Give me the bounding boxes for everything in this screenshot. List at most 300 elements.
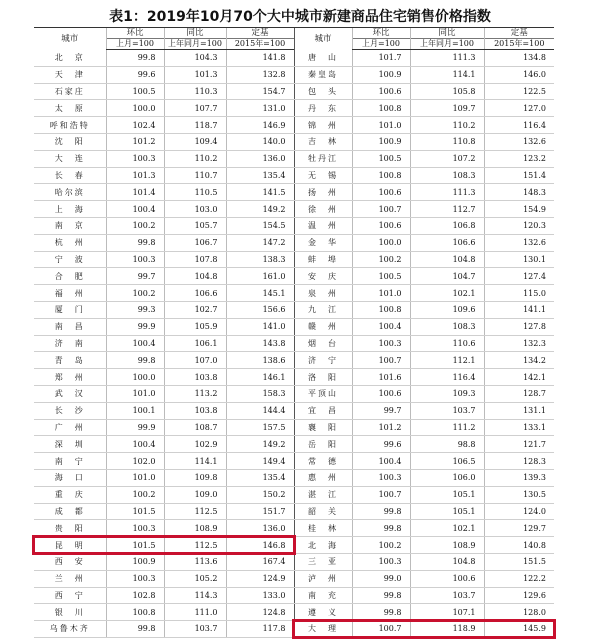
left-yoy-value: 111.0 (164, 604, 226, 621)
right-base-value: 142.1 (484, 369, 554, 386)
right-mom-value: 100.4 (352, 318, 410, 335)
left-city-name: 呼和浩特 (34, 117, 106, 134)
left-city-name: 合 肥 (34, 268, 106, 285)
right-base-value: 122.2 (484, 570, 554, 587)
left-base-value: 167.4 (226, 553, 294, 570)
right-yoy-value: 112.1 (410, 352, 484, 369)
left-base-value: 124.8 (226, 604, 294, 621)
right-yoy-value: 108.3 (410, 167, 484, 184)
right-base-value: 145.9 (484, 621, 554, 638)
left-yoy-value: 105.9 (164, 318, 226, 335)
left-city-name: 兰 州 (34, 570, 106, 587)
subheader-yoy-left: 上年同月=100 (164, 39, 226, 50)
right-yoy-value: 111.2 (410, 419, 484, 436)
left-mom-value: 100.1 (106, 402, 164, 419)
right-base-value: 134.2 (484, 352, 554, 369)
right-base-value: 133.1 (484, 419, 554, 436)
left-mom-value: 100.9 (106, 553, 164, 570)
left-mom-value: 99.8 (106, 234, 164, 251)
right-yoy-value: 109.7 (410, 100, 484, 117)
left-base-value: 156.6 (226, 301, 294, 318)
left-city-name: 西 宁 (34, 587, 106, 604)
right-base-value: 128.3 (484, 453, 554, 470)
left-base-value: 158.3 (226, 385, 294, 402)
table-row (34, 385, 554, 402)
left-city-name: 南 宁 (34, 453, 106, 470)
left-yoy-value: 110.3 (164, 83, 226, 100)
right-city-name: 泉 州 (294, 285, 352, 302)
left-yoy-value: 113.6 (164, 553, 226, 570)
table-row (34, 402, 554, 419)
left-yoy-value: 102.9 (164, 436, 226, 453)
left-base-value: 146.8 (226, 537, 294, 554)
right-base-value: 131.1 (484, 402, 554, 419)
right-base-value: 128.7 (484, 385, 554, 402)
left-mom-value: 101.5 (106, 537, 164, 554)
left-base-value: 124.9 (226, 570, 294, 587)
left-mom-value: 102.4 (106, 117, 164, 134)
right-mom-value: 99.7 (352, 402, 410, 419)
left-base-value: 154.7 (226, 83, 294, 100)
right-mom-value: 100.7 (352, 201, 410, 218)
table-row (34, 201, 554, 218)
right-city-name: 九 江 (294, 301, 352, 318)
left-mom-value: 100.5 (106, 83, 164, 100)
left-mom-value: 99.8 (106, 621, 164, 638)
right-yoy-value: 100.6 (410, 570, 484, 587)
right-city-name: 遵 义 (294, 604, 352, 621)
table-row (34, 419, 554, 436)
right-base-value: 120.3 (484, 217, 554, 234)
right-base-value: 115.0 (484, 285, 554, 302)
right-mom-value: 99.8 (352, 604, 410, 621)
right-base-value: 141.1 (484, 301, 554, 318)
right-base-value: 130.1 (484, 251, 554, 268)
right-city-name: 北 海 (294, 537, 352, 554)
left-mom-value: 99.9 (106, 419, 164, 436)
left-mom-value: 99.6 (106, 66, 164, 83)
header-yoy-left: 同比 (164, 28, 226, 39)
left-mom-value: 100.0 (106, 369, 164, 386)
right-city-name: 徐 州 (294, 201, 352, 218)
table-row (34, 217, 554, 234)
header-base-left: 定基 (226, 28, 294, 39)
right-mom-value: 101.0 (352, 117, 410, 134)
left-mom-value: 100.2 (106, 486, 164, 503)
left-yoy-value: 112.5 (164, 537, 226, 554)
right-mom-value: 100.2 (352, 537, 410, 554)
left-base-value: 133.0 (226, 587, 294, 604)
right-city-name: 常 德 (294, 453, 352, 470)
table-row (34, 604, 554, 621)
table-row (34, 352, 554, 369)
right-mom-value: 100.7 (352, 621, 410, 638)
left-city-name: 青 岛 (34, 352, 106, 369)
right-city-name: 包 头 (294, 83, 352, 100)
right-mom-value: 99.6 (352, 436, 410, 453)
right-yoy-value: 103.7 (410, 587, 484, 604)
right-base-value: 132.6 (484, 133, 554, 150)
left-yoy-value: 106.7 (164, 234, 226, 251)
right-base-value: 127.4 (484, 268, 554, 285)
table-row (34, 503, 554, 520)
right-base-value: 151.4 (484, 167, 554, 184)
left-city-name: 海 口 (34, 469, 106, 486)
left-base-value: 145.1 (226, 285, 294, 302)
table-row (34, 587, 554, 604)
table-row (34, 251, 554, 268)
left-yoy-value: 108.7 (164, 419, 226, 436)
left-base-value: 138.3 (226, 251, 294, 268)
right-yoy-value: 112.7 (410, 201, 484, 218)
left-base-value: 146.1 (226, 369, 294, 386)
left-yoy-value: 104.3 (164, 50, 226, 67)
left-mom-value: 101.5 (106, 503, 164, 520)
right-base-value: 151.5 (484, 553, 554, 570)
right-base-value: 124.0 (484, 503, 554, 520)
right-base-value: 129.6 (484, 587, 554, 604)
table-row (34, 117, 554, 134)
subheader-mom-right: 上月=100 (352, 39, 410, 50)
header-yoy-right: 同比 (410, 28, 484, 39)
left-base-value: 150.2 (226, 486, 294, 503)
left-mom-value: 102.8 (106, 587, 164, 604)
left-city-name: 天 津 (34, 66, 106, 83)
left-city-name: 深 圳 (34, 436, 106, 453)
right-yoy-value: 106.6 (410, 234, 484, 251)
left-city-name: 广 州 (34, 419, 106, 436)
left-yoy-value: 103.0 (164, 201, 226, 218)
right-base-value: 140.8 (484, 537, 554, 554)
right-city-name: 赣 州 (294, 318, 352, 335)
left-mom-value: 100.4 (106, 335, 164, 352)
left-city-name: 上 海 (34, 201, 106, 218)
table-row (34, 486, 554, 503)
right-city-name: 济 宁 (294, 352, 352, 369)
table-row (34, 268, 554, 285)
left-city-name: 杭 州 (34, 234, 106, 251)
header-base-right: 定基 (484, 28, 554, 39)
right-base-value: 139.3 (484, 469, 554, 486)
right-base-value: 129.7 (484, 520, 554, 537)
right-base-value: 148.3 (484, 184, 554, 201)
right-mom-value: 100.8 (352, 301, 410, 318)
header-city-left: 城市 (34, 28, 106, 50)
left-city-name: 长 春 (34, 167, 106, 184)
right-city-name: 平顶山 (294, 385, 352, 402)
right-yoy-value: 105.8 (410, 83, 484, 100)
subheader-mom-left: 上月=100 (106, 39, 164, 50)
left-base-value: 135.4 (226, 469, 294, 486)
table-row (34, 553, 554, 570)
table-row (34, 537, 554, 554)
right-city-name: 襄 阳 (294, 419, 352, 436)
table-row (34, 234, 554, 251)
right-city-name: 吉 林 (294, 133, 352, 150)
left-base-value: 141.0 (226, 318, 294, 335)
right-yoy-value: 108.9 (410, 537, 484, 554)
table-row (34, 301, 554, 318)
table-row (34, 570, 554, 587)
right-city-name: 大 理 (294, 621, 352, 638)
left-yoy-value: 105.2 (164, 570, 226, 587)
left-city-name: 郑 州 (34, 369, 106, 386)
left-city-name: 厦 门 (34, 301, 106, 318)
left-city-name: 长 沙 (34, 402, 106, 419)
left-yoy-value: 110.2 (164, 150, 226, 167)
left-yoy-value: 108.9 (164, 520, 226, 537)
right-yoy-value: 111.3 (410, 50, 484, 67)
right-city-name: 温 州 (294, 217, 352, 234)
right-city-name: 秦皇岛 (294, 66, 352, 83)
left-base-value: 138.6 (226, 352, 294, 369)
right-yoy-value: 106.8 (410, 217, 484, 234)
left-city-name: 南 京 (34, 217, 106, 234)
right-city-name: 岳 阳 (294, 436, 352, 453)
right-yoy-value: 98.8 (410, 436, 484, 453)
left-city-name: 福 州 (34, 285, 106, 302)
right-mom-value: 100.8 (352, 100, 410, 117)
table-row (34, 520, 554, 537)
left-yoy-value: 112.5 (164, 503, 226, 520)
left-mom-value: 101.3 (106, 167, 164, 184)
left-mom-value: 100.2 (106, 285, 164, 302)
right-yoy-value: 108.3 (410, 318, 484, 335)
right-mom-value: 100.8 (352, 167, 410, 184)
right-yoy-value: 110.8 (410, 133, 484, 150)
right-base-value: 132.6 (484, 234, 554, 251)
subheader-base-right: 2015年=100 (484, 39, 554, 50)
right-base-value: 134.8 (484, 50, 554, 67)
table-row (34, 50, 554, 67)
left-base-value: 141.8 (226, 50, 294, 67)
price-index-table (34, 27, 554, 638)
right-yoy-value: 102.1 (410, 520, 484, 537)
right-base-value: 130.5 (484, 486, 554, 503)
right-city-name: 湛 江 (294, 486, 352, 503)
right-base-value: 127.0 (484, 100, 554, 117)
right-city-name: 洛 阳 (294, 369, 352, 386)
left-mom-value: 99.3 (106, 301, 164, 318)
right-mom-value: 100.3 (352, 553, 410, 570)
right-mom-value: 100.7 (352, 352, 410, 369)
right-yoy-value: 114.1 (410, 66, 484, 83)
left-city-name: 宁 波 (34, 251, 106, 268)
left-base-value: 117.8 (226, 621, 294, 638)
left-yoy-value: 103.7 (164, 621, 226, 638)
left-base-value: 149.2 (226, 436, 294, 453)
right-city-name: 桂 林 (294, 520, 352, 537)
table-row (34, 335, 554, 352)
right-base-value: 123.2 (484, 150, 554, 167)
left-mom-value: 99.9 (106, 318, 164, 335)
left-base-value: 151.7 (226, 503, 294, 520)
right-base-value: 116.4 (484, 117, 554, 134)
right-city-name: 丹 东 (294, 100, 352, 117)
left-mom-value: 101.2 (106, 133, 164, 150)
left-mom-value: 100.8 (106, 604, 164, 621)
left-base-value: 131.0 (226, 100, 294, 117)
left-yoy-value: 101.3 (164, 66, 226, 83)
right-yoy-value: 104.8 (410, 553, 484, 570)
table-row (34, 133, 554, 150)
table-row (34, 318, 554, 335)
right-mom-value: 100.5 (352, 268, 410, 285)
right-city-name: 扬 州 (294, 184, 352, 201)
left-mom-value: 99.7 (106, 268, 164, 285)
right-yoy-value: 106.0 (410, 469, 484, 486)
left-base-value: 143.8 (226, 335, 294, 352)
left-yoy-value: 110.7 (164, 167, 226, 184)
right-city-name: 惠 州 (294, 469, 352, 486)
right-base-value: 122.5 (484, 83, 554, 100)
right-city-name: 韶 关 (294, 503, 352, 520)
left-mom-value: 101.4 (106, 184, 164, 201)
right-city-name: 蚌 埠 (294, 251, 352, 268)
table-row (34, 100, 554, 117)
left-mom-value: 100.4 (106, 201, 164, 218)
right-mom-value: 100.4 (352, 453, 410, 470)
left-yoy-value: 109.0 (164, 486, 226, 503)
table-row (34, 83, 554, 100)
left-city-name: 西 安 (34, 553, 106, 570)
left-base-value: 132.8 (226, 66, 294, 83)
table-row (34, 469, 554, 486)
right-mom-value: 100.9 (352, 133, 410, 150)
right-city-name: 三 亚 (294, 553, 352, 570)
right-mom-value: 100.6 (352, 385, 410, 402)
left-mom-value: 100.2 (106, 217, 164, 234)
right-yoy-value: 110.2 (410, 117, 484, 134)
right-city-name: 南 充 (294, 587, 352, 604)
right-mom-value: 101.7 (352, 50, 410, 67)
left-mom-value: 100.3 (106, 570, 164, 587)
left-yoy-value: 110.5 (164, 184, 226, 201)
header-city-right: 城市 (294, 28, 352, 50)
right-city-name: 无 锡 (294, 167, 352, 184)
left-yoy-value: 114.1 (164, 453, 226, 470)
right-city-name: 烟 台 (294, 335, 352, 352)
right-city-name: 泸 州 (294, 570, 352, 587)
table-row (34, 453, 554, 470)
table-row (34, 184, 554, 201)
left-mom-value: 100.3 (106, 520, 164, 537)
left-mom-value: 100.3 (106, 150, 164, 167)
right-mom-value: 99.8 (352, 503, 410, 520)
table-row (34, 436, 554, 453)
left-mom-value: 99.8 (106, 50, 164, 67)
right-yoy-value: 105.1 (410, 503, 484, 520)
left-city-name: 乌鲁木齐 (34, 621, 106, 638)
left-base-value: 147.2 (226, 234, 294, 251)
right-mom-value: 99.8 (352, 520, 410, 537)
table-title: 表1：2019年10月70个大中城市新建商品住宅销售价格指数 (109, 9, 491, 25)
right-mom-value: 101.6 (352, 369, 410, 386)
right-city-name: 金 华 (294, 234, 352, 251)
left-city-name: 大 连 (34, 150, 106, 167)
table-row (34, 621, 554, 638)
left-yoy-value: 102.7 (164, 301, 226, 318)
right-city-name: 宜 昌 (294, 402, 352, 419)
left-yoy-value: 118.7 (164, 117, 226, 134)
left-mom-value: 102.0 (106, 453, 164, 470)
right-yoy-value: 109.6 (410, 301, 484, 318)
left-base-value: 141.5 (226, 184, 294, 201)
left-city-name: 银 川 (34, 604, 106, 621)
left-city-name: 贵 阳 (34, 520, 106, 537)
right-yoy-value: 104.8 (410, 251, 484, 268)
left-base-value: 144.4 (226, 402, 294, 419)
table-row (34, 369, 554, 386)
table-row (34, 285, 554, 302)
left-base-value: 157.5 (226, 419, 294, 436)
left-yoy-value: 103.8 (164, 402, 226, 419)
left-yoy-value: 113.2 (164, 385, 226, 402)
left-city-name: 石家庄 (34, 83, 106, 100)
left-city-name: 济 南 (34, 335, 106, 352)
left-base-value: 136.0 (226, 520, 294, 537)
left-yoy-value: 109.8 (164, 469, 226, 486)
right-city-name: 安 庆 (294, 268, 352, 285)
right-mom-value: 100.7 (352, 486, 410, 503)
left-city-name: 重 庆 (34, 486, 106, 503)
left-mom-value: 100.0 (106, 100, 164, 117)
right-yoy-value: 107.1 (410, 604, 484, 621)
left-yoy-value: 114.3 (164, 587, 226, 604)
left-mom-value: 101.0 (106, 469, 164, 486)
left-mom-value: 100.3 (106, 251, 164, 268)
header-mom-left: 环比 (106, 28, 164, 39)
right-mom-value: 100.0 (352, 234, 410, 251)
right-yoy-value: 116.4 (410, 369, 484, 386)
right-yoy-value: 110.6 (410, 335, 484, 352)
right-base-value: 128.0 (484, 604, 554, 621)
left-base-value: 161.0 (226, 268, 294, 285)
right-base-value: 154.9 (484, 201, 554, 218)
left-yoy-value: 109.4 (164, 133, 226, 150)
right-yoy-value: 106.5 (410, 453, 484, 470)
right-yoy-value: 109.3 (410, 385, 484, 402)
left-yoy-value: 107.8 (164, 251, 226, 268)
right-yoy-value: 118.9 (410, 621, 484, 638)
right-city-name: 唐 山 (294, 50, 352, 67)
left-city-name: 南 昌 (34, 318, 106, 335)
left-yoy-value: 107.0 (164, 352, 226, 369)
right-yoy-value: 103.7 (410, 402, 484, 419)
right-mom-value: 100.6 (352, 184, 410, 201)
left-base-value: 149.2 (226, 201, 294, 218)
right-mom-value: 100.3 (352, 469, 410, 486)
table-row (34, 66, 554, 83)
left-yoy-value: 107.7 (164, 100, 226, 117)
table-body (34, 50, 554, 638)
right-mom-value: 100.6 (352, 83, 410, 100)
left-base-value: 146.9 (226, 117, 294, 134)
left-base-value: 154.5 (226, 217, 294, 234)
right-base-value: 121.7 (484, 436, 554, 453)
right-yoy-value: 102.1 (410, 285, 484, 302)
left-base-value: 135.4 (226, 167, 294, 184)
table-row (34, 167, 554, 184)
header-mom-right: 环比 (352, 28, 410, 39)
left-yoy-value: 104.8 (164, 268, 226, 285)
right-yoy-value: 104.7 (410, 268, 484, 285)
left-mom-value: 100.4 (106, 436, 164, 453)
right-mom-value: 101.0 (352, 285, 410, 302)
right-city-name: 锦 州 (294, 117, 352, 134)
right-yoy-value: 111.3 (410, 184, 484, 201)
left-mom-value: 101.0 (106, 385, 164, 402)
